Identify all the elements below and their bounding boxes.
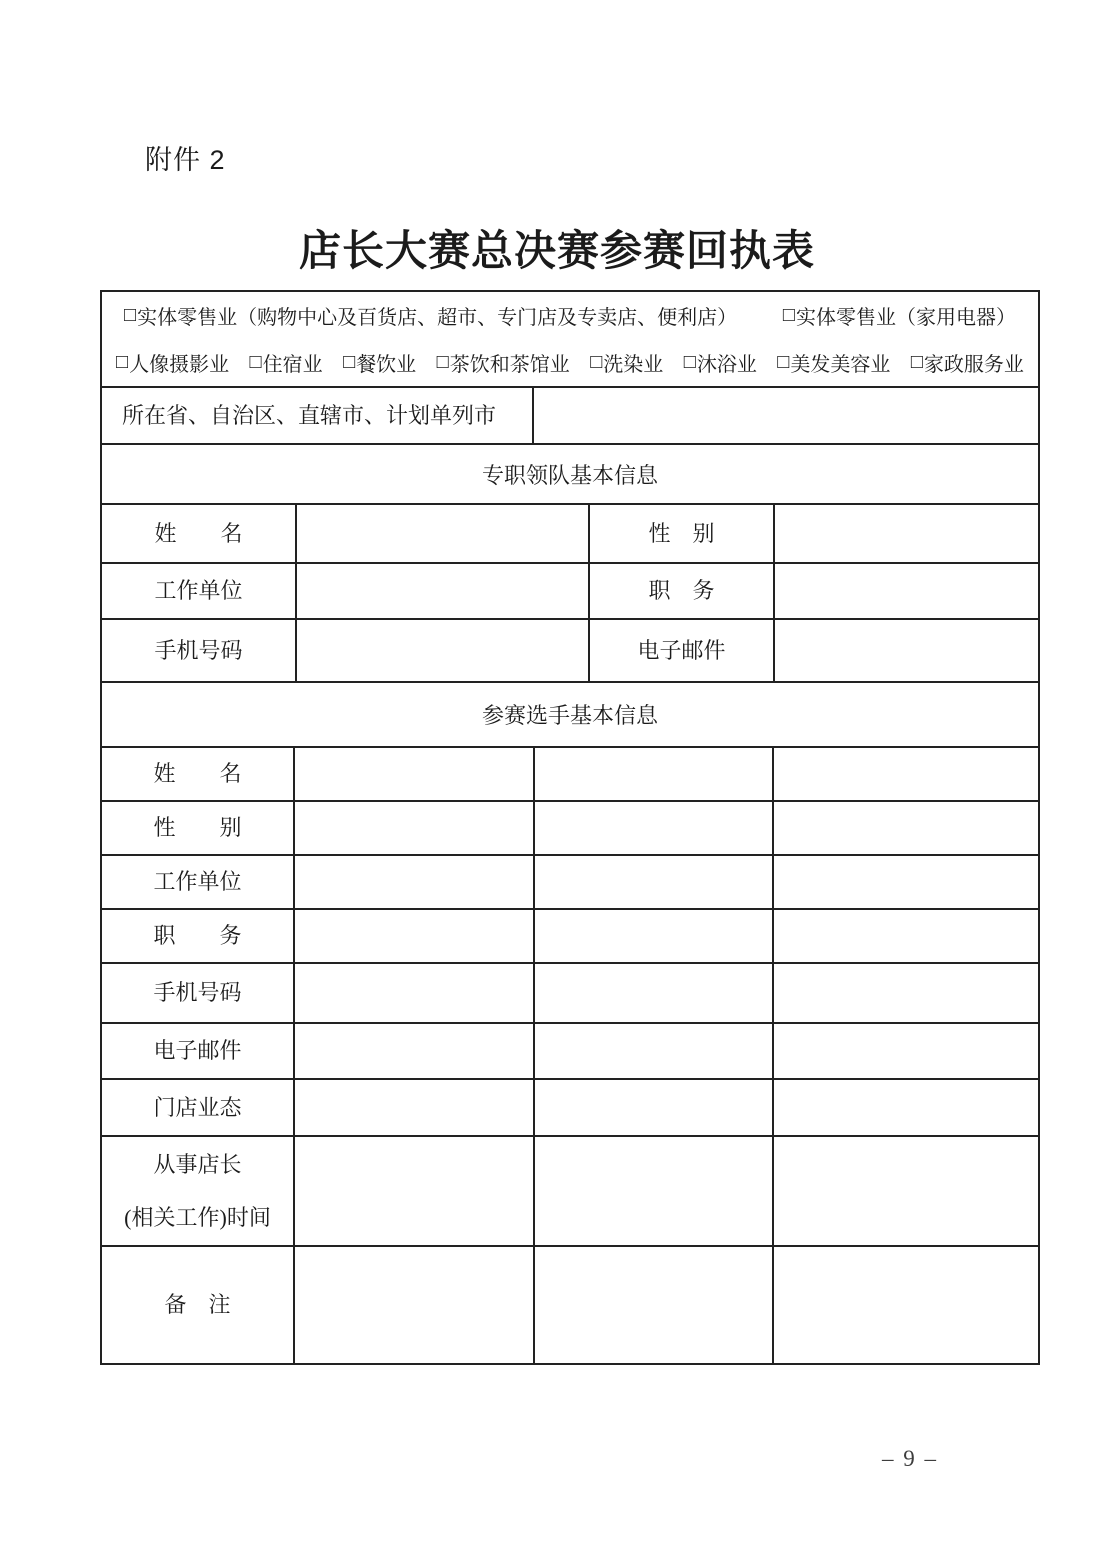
contestant-remarks-label: 备 注 bbox=[102, 1247, 295, 1363]
industry-checkbox-photography[interactable] bbox=[116, 348, 229, 377]
contestant-email-value-1[interactable] bbox=[295, 1024, 535, 1078]
industry-checkbox-beauty[interactable] bbox=[777, 348, 890, 377]
contestant-gender-value-2[interactable] bbox=[535, 802, 774, 854]
contestant-email-value-3[interactable] bbox=[774, 1024, 1038, 1078]
leader-gender-value-cell[interactable] bbox=[775, 505, 1038, 562]
contestant-position-value-1[interactable] bbox=[295, 910, 535, 962]
region-value-cell[interactable] bbox=[534, 388, 1038, 443]
contestant-gender-value-1[interactable] bbox=[295, 802, 535, 854]
contestant-employer-value-1[interactable] bbox=[295, 856, 535, 908]
checkbox-icon: □ bbox=[590, 351, 603, 373]
reply-form-table bbox=[100, 290, 1040, 1365]
leader-email-value-cell[interactable] bbox=[775, 620, 1038, 681]
contestant-email-value-2[interactable] bbox=[535, 1024, 774, 1078]
contestant-store-format-label: 门店业态 bbox=[102, 1080, 295, 1135]
industry-checkbox-label: 家政服务业 bbox=[923, 354, 1024, 376]
industry-checkbox-label: 茶饮和茶馆业 bbox=[449, 354, 570, 376]
industry-options-cell bbox=[102, 292, 1038, 388]
contestant-store-format-value-1[interactable] bbox=[295, 1080, 535, 1135]
industry-checkbox-label: 洗染业 bbox=[603, 354, 664, 376]
contestant-experience-value-2[interactable] bbox=[535, 1137, 774, 1245]
checkbox-icon: □ bbox=[436, 351, 449, 373]
contestant-employer-label: 工作单位 bbox=[102, 856, 295, 908]
leader-mobile-value-cell[interactable] bbox=[297, 620, 590, 681]
contestant-remarks-value-3[interactable] bbox=[774, 1247, 1038, 1363]
industry-checkbox-laundry[interactable] bbox=[590, 348, 663, 377]
checkbox-icon: □ bbox=[683, 351, 696, 373]
contestant-mobile-label: 手机号码 bbox=[102, 964, 295, 1022]
leader-section-header: 专职领队基本信息 bbox=[102, 445, 1038, 505]
leader-gender-label: 性 别 bbox=[590, 505, 775, 562]
contestant-section-header: 参赛选手基本信息 bbox=[102, 683, 1038, 748]
industry-options-line2 bbox=[102, 348, 1038, 377]
industry-checkbox-label: 人像摄影业 bbox=[129, 354, 230, 376]
checkbox-icon: □ bbox=[777, 351, 790, 373]
contestant-position-label: 职 务 bbox=[102, 910, 295, 962]
contestant-remarks-value-1[interactable] bbox=[295, 1247, 535, 1363]
industry-checkbox-housekeeping[interactable] bbox=[911, 348, 1024, 377]
leader-name-value-cell[interactable] bbox=[297, 505, 590, 562]
contestant-name-value-2[interactable] bbox=[535, 748, 774, 800]
contestant-mobile-value-3[interactable] bbox=[774, 964, 1038, 1022]
page-number: – 9 – bbox=[882, 1446, 938, 1471]
contestant-experience-value-3[interactable] bbox=[774, 1137, 1038, 1245]
leader-name-label: 姓 名 bbox=[102, 505, 297, 562]
contestant-name-value-1[interactable] bbox=[295, 748, 535, 800]
page-title: 店长大赛总决赛参赛回执表 bbox=[298, 229, 815, 275]
leader-email-label: 电子邮件 bbox=[590, 620, 775, 681]
industry-checkbox-lodging[interactable] bbox=[250, 348, 323, 377]
industry-checkbox-physical-retail[interactable] bbox=[124, 301, 737, 330]
contestant-name-label: 姓 名 bbox=[102, 748, 295, 800]
contestant-employer-value-2[interactable] bbox=[535, 856, 774, 908]
industry-checkbox-label: 实体零售业（购物中心及百货店、超市、专门店及专卖店、便利店） bbox=[137, 307, 738, 329]
leader-employer-value-cell[interactable] bbox=[297, 564, 590, 618]
contestant-experience-label bbox=[102, 1137, 295, 1245]
industry-options-line1 bbox=[102, 301, 1038, 330]
attachment-label: 附件 2 bbox=[145, 145, 226, 175]
contestant-email-label: 电子邮件 bbox=[102, 1024, 295, 1078]
checkbox-icon: □ bbox=[910, 351, 923, 373]
checkbox-icon: □ bbox=[782, 304, 795, 326]
contestant-experience-value-1[interactable] bbox=[295, 1137, 535, 1245]
contestant-position-value-2[interactable] bbox=[535, 910, 774, 962]
contestant-remarks-value-2[interactable] bbox=[535, 1247, 774, 1363]
industry-checkbox-label: 沐浴业 bbox=[696, 354, 757, 376]
industry-checkbox-label: 住宿业 bbox=[262, 354, 323, 376]
industry-checkbox-label: 美发美容业 bbox=[790, 354, 891, 376]
leader-employer-label: 工作单位 bbox=[102, 564, 297, 618]
industry-checkbox-catering[interactable] bbox=[343, 348, 416, 377]
contestant-gender-value-3[interactable] bbox=[774, 802, 1038, 854]
contestant-experience-label-line1: 从事店长 bbox=[153, 1151, 242, 1177]
checkbox-icon: □ bbox=[124, 304, 137, 326]
industry-checkbox-label: 实体零售业（家用电器） bbox=[796, 307, 1016, 329]
region-label: 所在省、自治区、直辖市、计划单列市 bbox=[102, 388, 534, 443]
contestant-position-value-3[interactable] bbox=[774, 910, 1038, 962]
checkbox-icon: □ bbox=[116, 351, 129, 373]
contestant-employer-value-3[interactable] bbox=[774, 856, 1038, 908]
contestant-mobile-value-1[interactable] bbox=[295, 964, 535, 1022]
contestant-store-format-value-2[interactable] bbox=[535, 1080, 774, 1135]
contestant-mobile-value-2[interactable] bbox=[535, 964, 774, 1022]
checkbox-icon: □ bbox=[249, 351, 262, 373]
industry-checkbox-appliance-retail[interactable] bbox=[783, 301, 1016, 330]
leader-position-value-cell[interactable] bbox=[775, 564, 1038, 618]
leader-mobile-label: 手机号码 bbox=[102, 620, 297, 681]
industry-checkbox-bath[interactable] bbox=[684, 348, 757, 377]
contestant-gender-label: 性 别 bbox=[102, 802, 295, 854]
contestant-name-value-3[interactable] bbox=[774, 748, 1038, 800]
industry-checkbox-tea[interactable] bbox=[437, 348, 570, 377]
checkbox-icon: □ bbox=[343, 351, 356, 373]
contestant-experience-label-line2: (相关工作)时间 bbox=[124, 1205, 271, 1230]
contestant-store-format-value-3[interactable] bbox=[774, 1080, 1038, 1135]
leader-position-label: 职 务 bbox=[590, 564, 775, 618]
industry-checkbox-label: 餐饮业 bbox=[356, 354, 417, 376]
